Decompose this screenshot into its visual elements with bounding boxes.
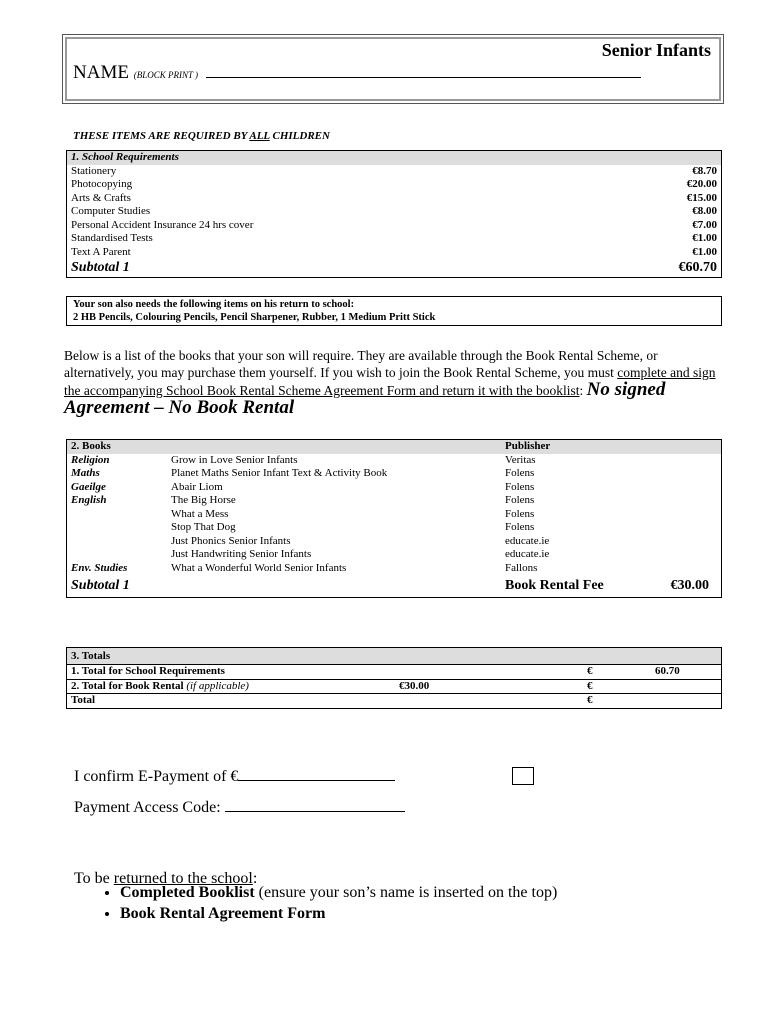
subtotal-row: Subtotal 1 €60.70 <box>71 260 717 275</box>
publisher-header: Publisher <box>505 440 551 452</box>
table-row: Personal Accident Insurance 24 hrs cover €7.00 <box>71 218 717 231</box>
book-rental-total-field[interactable] <box>651 679 722 694</box>
epayment-confirm: I confirm E-Payment of € <box>74 766 395 786</box>
list-item: • Completed Booklist (ensure your son’s name is inserted on the top) <box>120 882 557 903</box>
table-row: Stationery €8.70 <box>71 164 717 177</box>
class-title: Senior Infants <box>601 40 711 60</box>
name-label: NAME <box>73 62 129 83</box>
total-row: 2. Total for Book Rental (if applicable) €30.00 € <box>67 679 722 694</box>
return-instructions: To be returned to the school: <box>74 870 258 887</box>
table-row: Photocopying €20.00 <box>71 178 717 190</box>
book-rental-fee-label: Book Rental Fee <box>505 578 604 593</box>
book-rental-paragraph: Below is a list of the books that your son will require. They are available through the Book Rental Scheme, or alternatively, you may purchase them yourself. If you wish to join the Book Rental Scheme, you must complete and sign the accompanying School Book Rental Scheme Agreement Form and return it with the booklist: No signed Agreement – No Book Rental <box>64 348 716 418</box>
table-row: English The Big Horse Folens <box>71 494 535 506</box>
required-emphasis: ALL <box>249 130 270 142</box>
table-row: Religion Grow in Love Senior Infants Veritas <box>71 453 536 466</box>
table-row: Arts & Crafts €15.00 <box>71 191 717 204</box>
extra-items-note: Your son also needs the following items on his return to school: 2 HB Pencils, Colouring Pencils, Pencil Sharpener, Rubber, 1 Medium Pritt Stick <box>66 296 722 326</box>
school-requirements-table <box>66 150 722 278</box>
section2-title: 2. Books <box>71 440 111 452</box>
table-row: Standardised Tests €1.00 <box>71 232 717 244</box>
name-hint: (BLOCK PRINT ) <box>133 70 199 80</box>
table-row: Just Handwriting Senior Infants educate.ie <box>171 548 550 560</box>
table-row: Text A Parent €1.00 <box>71 245 717 258</box>
table-row: Maths Planet Maths Senior Infant Text & Activity Book Folens <box>71 467 535 479</box>
book-subtotal-row: Subtotal 1 Book Rental Fee €30.00 <box>67 575 722 598</box>
epayment-checkbox[interactable] <box>512 767 534 785</box>
totals-table <box>66 647 722 709</box>
table-row: Gaeilge Abair Liom Folens <box>71 480 535 493</box>
section3-title: 3. Totals <box>71 650 111 662</box>
section1-title: 1. School Requirements <box>71 151 179 163</box>
name-field[interactable] <box>73 62 641 84</box>
epayment-amount-line[interactable] <box>238 766 395 781</box>
table-row: What a Mess Folens <box>171 507 535 520</box>
table-row: Stop That Dog Folens <box>171 521 535 533</box>
name-write-line[interactable] <box>206 65 641 78</box>
list-item: • Book Rental Agreement Form <box>120 903 557 924</box>
return-list <box>78 882 557 924</box>
table-row: Env. Studies What a Wonderful World Senior Infants Fallons <box>71 561 538 574</box>
grand-total-field[interactable] <box>651 694 722 709</box>
rental-slogan: No signed Agreement – No Book Rental <box>64 379 666 418</box>
table-row: Computer Studies €8.00 <box>71 205 717 217</box>
payment-access-code: Payment Access Code: <box>74 797 405 817</box>
books-table <box>66 439 722 598</box>
total-row: 1. Total for School Requirements € 60.70 <box>67 665 722 680</box>
table-row: Just Phonics Senior Infants educate.ie <box>171 534 550 547</box>
total-row: Total € <box>67 694 722 709</box>
book-rental-fee-amount: €30.00 <box>670 578 709 593</box>
access-code-line[interactable] <box>225 797 405 812</box>
required-note: THESE ITEMS ARE REQUIRED BY ALL CHILDREN <box>73 130 330 142</box>
